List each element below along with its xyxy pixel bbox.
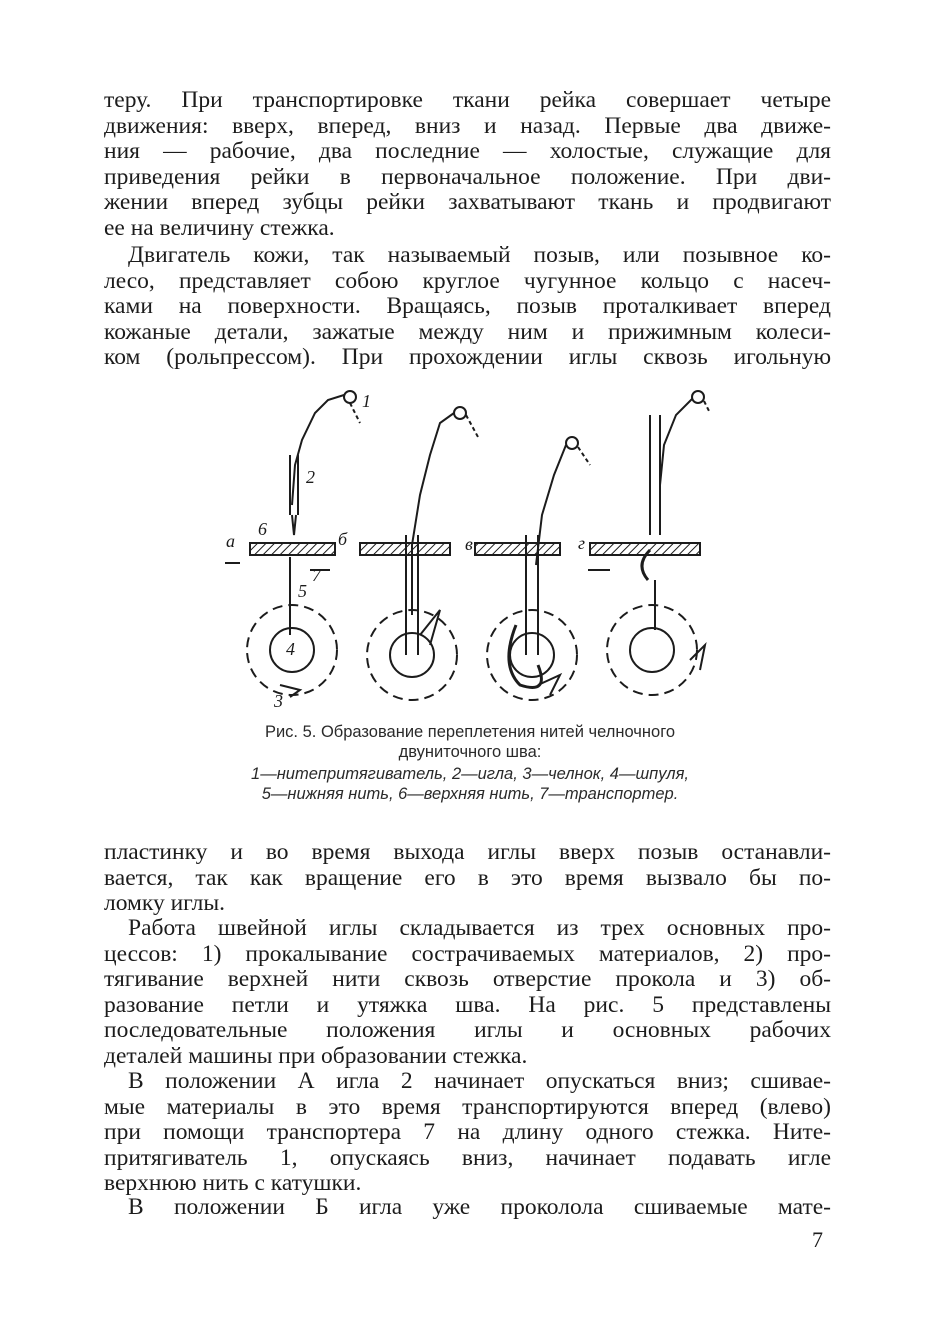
text-line: деталей машины при образовании стежка.: [104, 1042, 528, 1069]
paragraph-1: [104, 88, 831, 242]
part-number-4: 4: [286, 639, 295, 659]
part-number-5: 5: [298, 581, 307, 601]
position-label-b: б: [338, 529, 348, 549]
part-number-7: 7: [312, 565, 321, 585]
text-line: притягиватель 1, опускаясь вниз, начинает подавать игле: [104, 1144, 831, 1171]
text-line: мые материалы в это время транспортируются вперед (влево): [104, 1093, 831, 1120]
page-number: 7: [812, 1227, 823, 1252]
text-line: вается, так как вращение его в это время вызвало бы по-: [104, 864, 831, 891]
text-line: В положении А игла 2 начинает опускаться вниз; сшивае-: [128, 1068, 831, 1094]
part-number-3: 3: [274, 691, 283, 711]
text-line: В положении Б игла уже проколола сшиваемые мате-: [128, 1194, 831, 1220]
part-number-1: 1: [362, 391, 371, 411]
text-line: теру. При транспортировке ткани рейка совершает четыре: [104, 87, 831, 113]
text-line: тягивание верхней нити сквозь отверстие прокола и 3) об-: [104, 966, 831, 993]
text-line: Двигатель кожи, так называемый позыв, или позывное ко-: [128, 242, 831, 268]
sewing-stitch-figure: [220, 385, 730, 715]
text-line: жении вперед зубцы рейки захватывают ткань и продвигают: [104, 189, 831, 216]
text-line: верхнюю нить с катушки.: [104, 1170, 362, 1197]
paragraph-4: [104, 916, 831, 1070]
text-line: лесо, представляет собою круглое чугунное кольцо с насеч-: [104, 267, 831, 294]
caption-legend: 1—нитепритягиватель, 2—игла, 3—челнок, 4—шпуля,: [251, 765, 689, 783]
figure-caption: [150, 722, 790, 804]
text-line: приведения рейки в первоначальное положение. При дви-: [104, 163, 831, 190]
caption-title: двуниточного шва:: [398, 743, 542, 761]
position-label-v: в: [465, 534, 473, 554]
text-line: последовательные положения иглы и основных рабочих: [104, 1017, 831, 1044]
caption-title: Рис. 5. Образование переплетения нитей челночного: [264, 723, 676, 741]
text-line: разование петли и утяжка шва. На рис. 5 представлены: [104, 991, 831, 1018]
text-line: кожаные детали, зажатые между ним и прижимным колеси-: [104, 318, 831, 345]
paragraph-2: [104, 243, 831, 371]
stage-b-diagram: [360, 407, 478, 700]
stage-c-diagram: [475, 437, 590, 700]
part-number-2: 2: [306, 467, 315, 487]
text-line: ками на поверхности. Вращаясь, позыв проталкивает вперед: [104, 293, 831, 320]
text-line: ломку иглы.: [104, 890, 226, 917]
stage-d-diagram: [588, 391, 710, 695]
paragraph-3: [104, 840, 831, 917]
text-line: пластинку и во время выхода иглы вверх позыв останавли-: [104, 839, 831, 865]
paragraph-6: [104, 1195, 831, 1221]
position-label-a: а: [226, 531, 235, 551]
text-line: ния — рабочие, два последние — холостые, служащие для: [104, 138, 831, 165]
text-line: Работа швейной иглы складывается из трех основных про-: [128, 915, 831, 941]
text-line: движения: вверх, вперед, вниз и назад. Первые два движе-: [104, 112, 831, 139]
caption-legend: 5—нижняя нить, 6—верхняя нить, 7—транспортер.: [261, 785, 679, 803]
text-line: ком (рольпрессом). При прохождении иглы сквозь игольную: [104, 344, 831, 371]
text-line: цессов: 1) прокалывание сострачиваемых материалов, 2) про-: [104, 940, 831, 967]
part-number-6: 6: [258, 519, 267, 539]
paragraph-5: [104, 1069, 831, 1197]
text-line: при помощи транспортера 7 на длину одного стежка. Ните-: [104, 1119, 831, 1146]
position-label-g: г: [578, 533, 586, 553]
text-line: ее на величину стежка.: [104, 214, 335, 241]
